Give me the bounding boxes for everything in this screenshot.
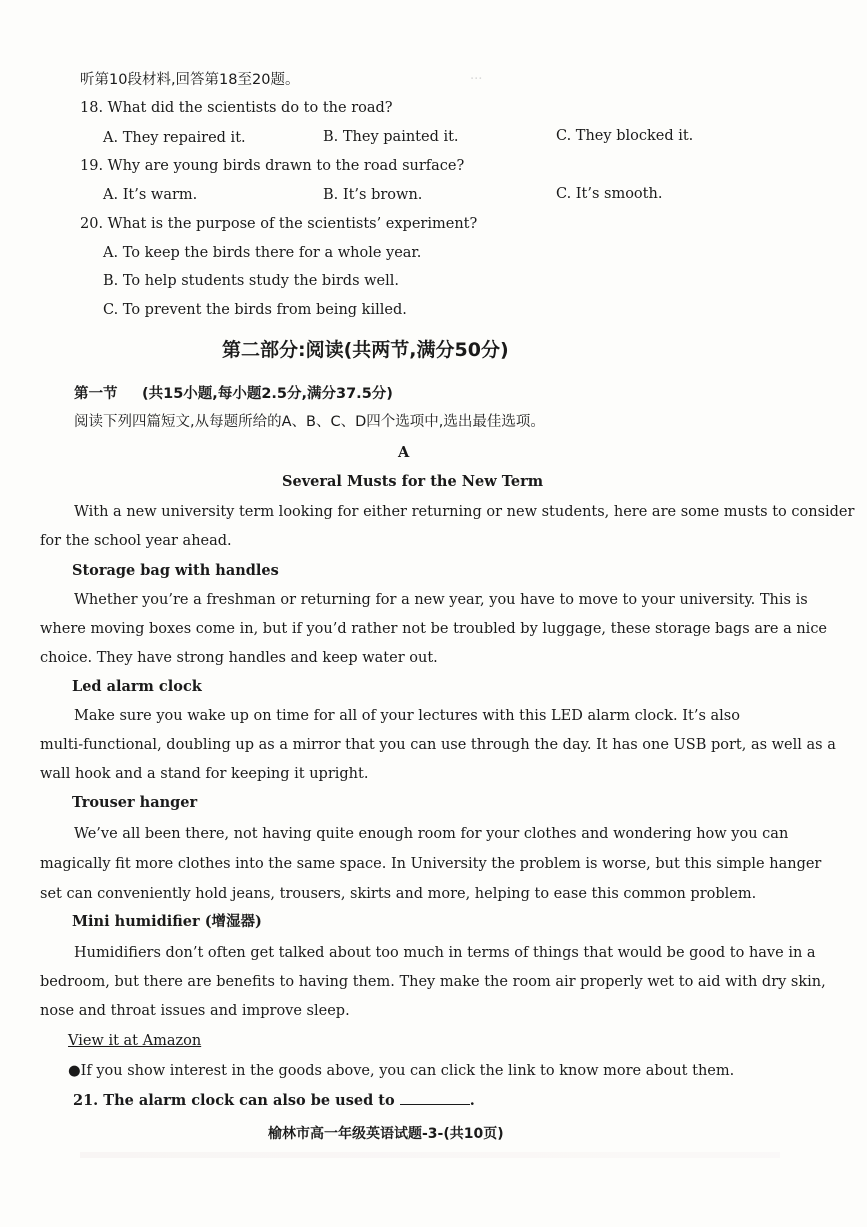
question-19-option-b: B. It’s brown. (323, 187, 423, 203)
question-19-option-a: A. It’s warm. (103, 187, 198, 203)
item-heading-trouser-hanger: Trouser hanger (72, 794, 198, 811)
question-20-option-c: C. To prevent the birds from being killed. (103, 302, 407, 318)
trouser-hanger-line-1: We’ve all been there, not having quite enough room for your clothes and wondering how you can (74, 826, 789, 842)
question-21-end: . (469, 1092, 475, 1109)
trouser-hanger-line-2: magically fit more clothes into the same space. In University the problem is worse, but this simple hanger (40, 856, 822, 872)
trouser-hanger-line-3: set can conveniently hold jeans, trousers, skirts and more, helping to ease this common problem. (40, 886, 757, 902)
intro-line-2: for the school year ahead. (40, 533, 232, 549)
bleed-stripe (80, 1152, 780, 1158)
item-heading-storage-bag: Storage bag with handles (72, 562, 279, 579)
section-label: 第一节 (74, 386, 118, 402)
listening-instruction: 听第10段材料,回答第18至20题。 (80, 72, 300, 88)
question-20-option-b: B. To help students study the birds well. (103, 273, 399, 289)
section-info: (共15小题,每小题2.5分,满分37.5分) (142, 386, 393, 402)
question-21 (73, 1090, 475, 1111)
storage-bag-line-1: Whether you’re a freshman or returning for a new year, you have to move to your university. This is (74, 592, 808, 608)
storage-bag-line-2: where moving boxes come in, but if you’d rather not be troubled by luggage, these storage bags are a nice (40, 621, 828, 637)
question-18-option-a: A. They repaired it. (103, 130, 246, 146)
question-19-stem: 19. Why are young birds drawn to the road surface? (80, 158, 465, 174)
storage-bag-line-3: choice. They have strong handles and keep water out. (40, 650, 438, 666)
passage-title: Several Musts for the New Term (282, 473, 544, 490)
question-18-option-c: C. They blocked it. (556, 128, 694, 144)
intro-line-1: With a new university term looking for either returning or new students, here are some musts to consider (74, 504, 855, 520)
humidifier-line-1: Humidifiers don’t often get talked about too much in terms of things that would be good to have in a (74, 945, 816, 961)
item-heading-alarm-clock: Led alarm clock (72, 678, 202, 695)
question-19-option-c: C. It’s smooth. (556, 186, 663, 202)
page-footer: 榆林市高一年级英语试题-3-(共10页) (268, 1126, 504, 1142)
alarm-clock-line-2: multi-functional, doubling up as a mirror that you can use through the day. It has one USB port, as well as a (40, 737, 836, 753)
view-at-amazon-link[interactable]: View it at Amazon (68, 1033, 202, 1049)
bleed-through: ... (470, 68, 483, 83)
passage-letter: A (398, 444, 410, 461)
alarm-clock-line-3: wall hook and a stand for keeping it upright. (40, 766, 369, 782)
humidifier-line-2: bedroom, but there are benefits to having them. They make the room air properly wet to aid with dry skin, (40, 974, 826, 990)
part-two-title: 第二部分:阅读(共两节,满分50分) (222, 339, 509, 361)
question-20-stem: 20. What is the purpose of the scientists’ experiment? (80, 216, 478, 232)
alarm-clock-line-1: Make sure you wake up on time for all of your lectures with this LED alarm clock. It’s also (74, 708, 740, 724)
humidifier-line-3: nose and throat issues and improve sleep. (40, 1003, 350, 1019)
question-21-stem: 21. The alarm clock can also be used to (73, 1092, 395, 1109)
item-heading-mini-humidifier: Mini humidifier (增湿器) (72, 913, 262, 930)
reading-instruction: 阅读下列四篇短文,从每题所给的A、B、C、D四个选项中,选出最佳选项。 (74, 414, 545, 430)
question-18-option-b: B. They painted it. (323, 129, 459, 145)
question-20-option-a: A. To keep the birds there for a whole year. (103, 245, 422, 261)
goods-note: ●If you show interest in the goods above, you can click the link to know more about them. (68, 1063, 735, 1079)
answer-blank (400, 1090, 470, 1105)
question-18-stem: 18. What did the scientists do to the road? (80, 100, 393, 116)
